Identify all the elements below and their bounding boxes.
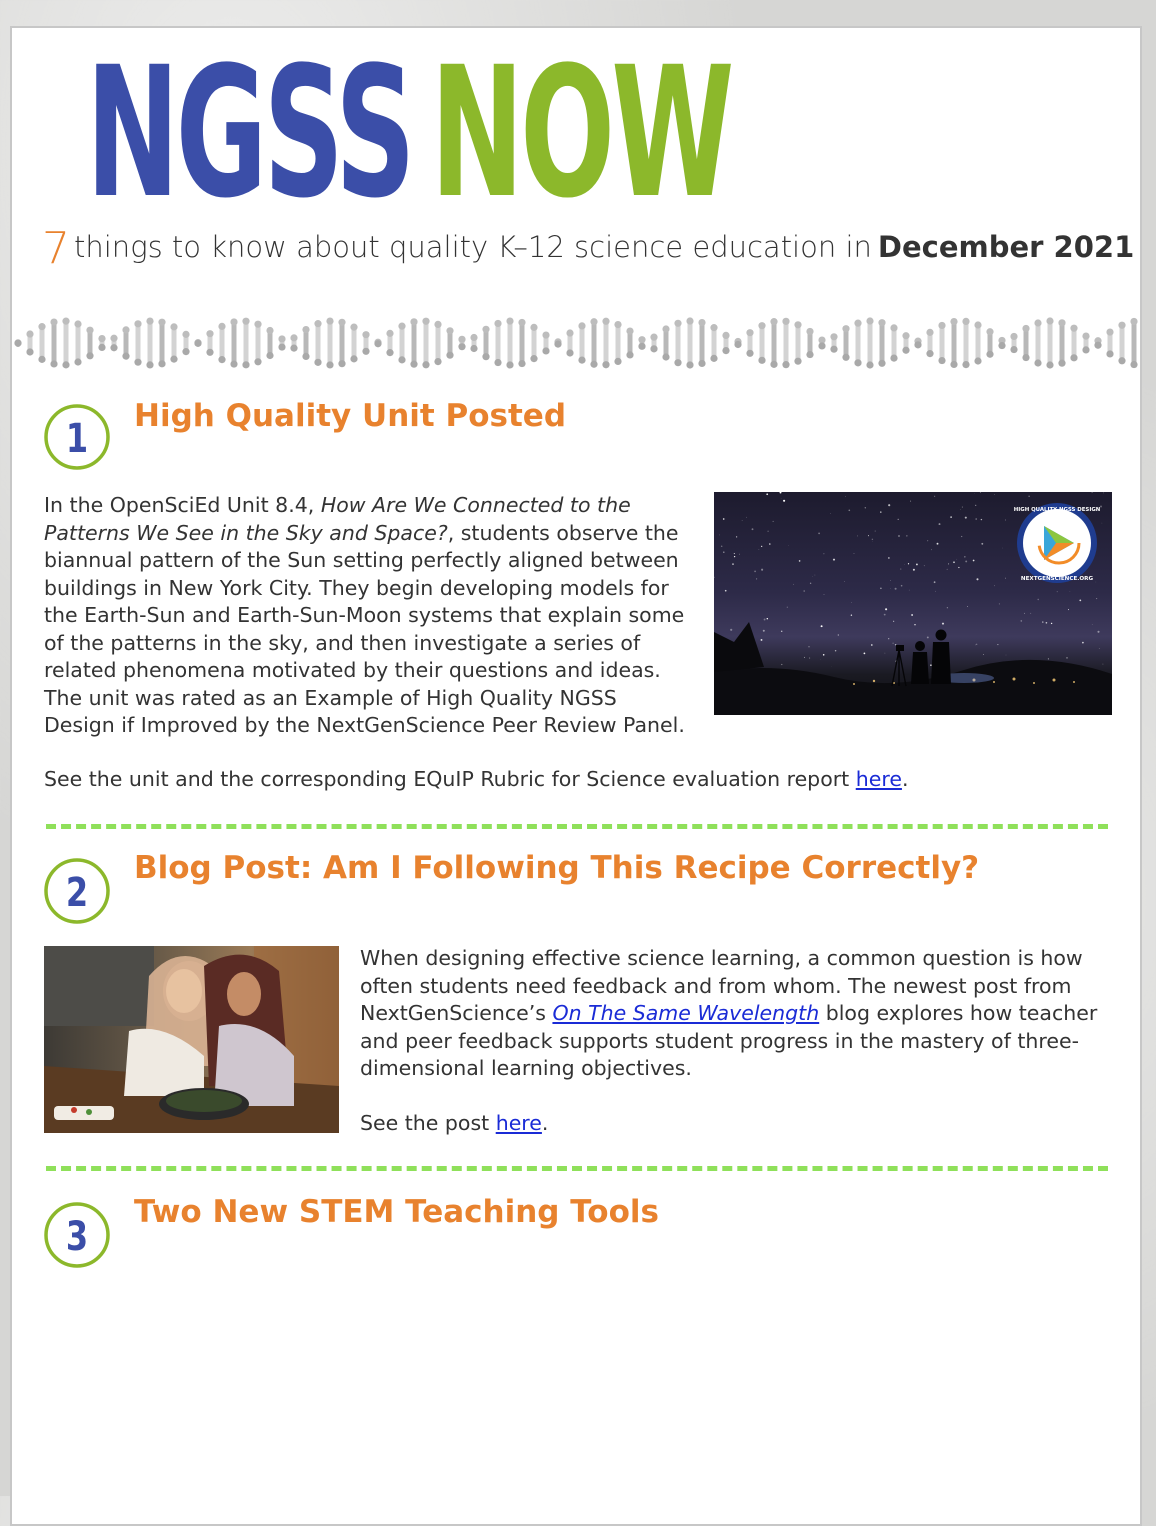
section-1-paragraph: In the OpenSciEd Unit 8.4, How Are We Connected to the Patterns We See in the Sky and Space?, students observe the biannual pattern of the Sun setting perfectly aligned between buildings in New York City. They begin developing models for the Earth-Sun and Earth-Sun-Moon systems that explain some of the patterns in the sky, and then investigate a series of related phenomena motivated by their questions and ideas. The unit was rated as an Example of High Quality NGSS Design if Improved by the NextGenScience Peer Review Panel.	[44, 492, 694, 740]
women-cooking-image	[44, 946, 339, 1133]
section-3-title: Two New STEM Teaching Tools	[134, 1194, 659, 1230]
section-1-see-link-line: See the unit and the corresponding EQuIP Rubric for Science evaluation report here.	[44, 766, 1104, 794]
section-2-title: Blog Post: Am I Following This Recipe Correctly?	[134, 850, 979, 886]
newsletter-page	[10, 26, 1142, 1526]
section-divider	[46, 1166, 1108, 1171]
section-2-paragraph: When designing effective science learning, a common question is how often students need feedback and from whom. The newest post from NextGenScience’s On The Same Wavelength blog explores how teacher and peer feedback supports student progress in the mastery of three-dimensional learning objectives.	[360, 945, 1110, 1083]
night-sky-stargazers-image	[714, 492, 1112, 715]
tagline	[42, 223, 1134, 274]
number-two-circle-icon	[42, 856, 112, 926]
tagline-date: December 2021	[878, 230, 1134, 264]
blog-name-link[interactable]: On The Same Wavelength	[552, 1001, 819, 1025]
section-1-title: High Quality Unit Posted	[134, 398, 566, 434]
svg-text:NEXTGENSCIENCE.ORG: NEXTGENSCIENCE.ORG	[1021, 576, 1094, 582]
cooking-illustration	[44, 946, 339, 1133]
unit-title: How Are We Connected to the Patterns We See in the Sky and Space?	[44, 493, 631, 545]
post-here-link[interactable]: here	[496, 1111, 542, 1135]
logo-word-ngss: NGSS	[86, 29, 412, 238]
icon-number: 1	[66, 414, 88, 461]
unit-here-link[interactable]: here	[856, 767, 902, 791]
svg-text:HIGH QUALITY NGSS DESIGN: HIGH QUALITY NGSS DESIGN	[1014, 507, 1100, 513]
tagline-text: things to know about quality K–12 science education in	[74, 230, 872, 264]
high-quality-ngss-design-badge-icon	[1014, 500, 1100, 586]
section-divider	[46, 824, 1108, 829]
number-one-circle-icon	[42, 402, 112, 472]
tagline-number: 7	[42, 223, 70, 274]
dna-strand-divider	[12, 314, 1140, 372]
icon-number: 2	[66, 868, 88, 915]
section-2-see-link-line: See the post here.	[360, 1110, 1110, 1138]
logo-word-now: NOW	[430, 29, 730, 238]
ngss-now-logo	[86, 44, 731, 224]
icon-number: 3	[66, 1212, 88, 1259]
number-three-circle-icon	[42, 1200, 112, 1270]
